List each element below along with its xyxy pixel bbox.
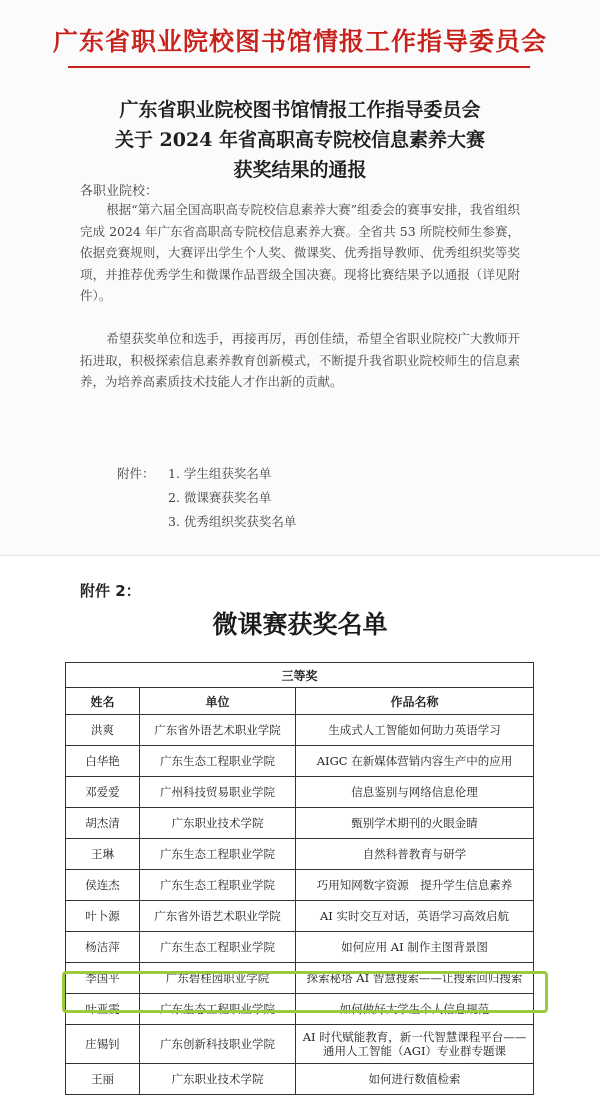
column-header-work: 作品名称: [296, 688, 534, 715]
cell-work: 巧用知网数字资源 提升学生信息素养: [296, 870, 534, 901]
table-row: [66, 808, 534, 839]
table-row: [66, 932, 534, 963]
cell-unit: 广东职业技术学院: [140, 808, 296, 839]
table-row: [66, 870, 534, 901]
cell-name: 叶卜源: [66, 901, 140, 932]
cell-unit: 广东省外语艺术职业学院: [140, 901, 296, 932]
cell-unit: 广东生态工程职业学院: [140, 932, 296, 963]
table-row: [66, 994, 534, 1025]
title-line-1: 广东省职业院校图书馆情报工作指导委员会: [119, 99, 481, 121]
letterhead-divider: [68, 66, 530, 68]
title-line-3: 获奖结果的通报: [233, 159, 367, 181]
cell-work: AIGC 在新媒体营销内容生产中的应用: [296, 746, 534, 777]
prize-level: 三等奖: [66, 663, 534, 688]
cell-work: 信息鉴别与网络信息伦理: [296, 777, 534, 808]
cell-unit: 广东生态工程职业学院: [140, 746, 296, 777]
cell-name: 侯连杰: [66, 870, 140, 901]
award-table: [65, 662, 534, 1095]
cell-unit: 广东生态工程职业学院: [140, 870, 296, 901]
cell-name: 洪爽: [66, 715, 140, 746]
cell-unit: 广州科技贸易职业学院: [140, 777, 296, 808]
cell-name: 李国平: [66, 963, 140, 994]
cell-unit: 广东职业技术学院: [140, 1064, 296, 1095]
list-title: 微课赛获奖名单: [212, 610, 388, 639]
table-row: [66, 963, 534, 994]
table-row: [66, 746, 534, 777]
cell-name: 叶亚雯: [66, 994, 140, 1025]
cell-name: 王琳: [66, 839, 140, 870]
attachment-item: 2. 微课赛获奖名单: [168, 490, 272, 505]
page-separator: [0, 555, 600, 578]
cell-unit: 广东生态工程职业学院: [140, 839, 296, 870]
cell-unit: 广东生态工程职业学院: [140, 994, 296, 1025]
table-row: [66, 839, 534, 870]
cell-work: 如何进行数值检索: [296, 1064, 534, 1095]
cell-name: 王丽: [66, 1064, 140, 1095]
attachment-item: 1. 学生组获奖名单: [168, 466, 272, 481]
attachment-2-label: 附件 2：: [80, 582, 141, 600]
attachments-label: 附件：: [117, 466, 155, 481]
cell-work: 如何做好大学生个人信息规范: [296, 994, 534, 1025]
table-row: [66, 777, 534, 808]
column-header-unit: 单位: [140, 688, 296, 715]
cell-unit: 广东创新科技职业学院: [140, 1025, 296, 1064]
cell-work: 如何应用 AI 制作主图背景图: [296, 932, 534, 963]
cell-unit: 广东省外语艺术职业学院: [140, 715, 296, 746]
document-title: [0, 95, 600, 185]
salutation: 各职业院校：: [80, 184, 159, 199]
cell-unit: 广东碧桂园职业学院: [140, 963, 296, 994]
cell-name: 庄锡钊: [66, 1025, 140, 1064]
cell-name: 邓爱爱: [66, 777, 140, 808]
cell-work: 生成式人工智能如何助力英语学习: [296, 715, 534, 746]
title-line-2: 关于 2024 年省高职高专院校信息素养大赛: [114, 129, 486, 151]
table-row: [66, 1064, 534, 1095]
cell-work: 甄别学术期刊的火眼金睛: [296, 808, 534, 839]
paragraph-2: 希望获奖单位和选手，再接再厉，再创佳绩，希望全省职业院校广大教师开拓进取，积极探索信息素养教育创新模式，不断提升我省职业院校师生的信息素养，为培养高素质技术技能人才作出新的贡献。: [80, 331, 520, 389]
attachment-item: 3. 优秀组织奖获奖名单: [168, 514, 297, 529]
table-row-highlighted: [66, 1025, 534, 1064]
cell-work: AI 时代赋能教育，新一代智慧课程平台——通用人工智能（AGI）专业群专题课: [296, 1025, 534, 1064]
column-header-name: 姓名: [66, 688, 140, 715]
letterhead: 广东省职业院校图书馆情报工作指导委员会: [52, 27, 547, 56]
cell-work: 探索秘塔 AI 智慧搜索——让搜索回归搜索: [296, 963, 534, 994]
cell-work: 自然科普教育与研学: [296, 839, 534, 870]
cell-work: AI 实时交互对话，英语学习高效启航: [296, 901, 534, 932]
cell-name: 白华艳: [66, 746, 140, 777]
table-row: [66, 715, 534, 746]
cell-name: 胡杰清: [66, 808, 140, 839]
cell-name: 杨洁萍: [66, 932, 140, 963]
table-row: [66, 901, 534, 932]
paragraph-1: 根据“第六届全国高职高专院校信息素养大赛”组委会的赛事安排，我省组织完成 2024 年广东省高职高专院校信息素养大赛。全省共 53 所院校师生参赛，依据竞赛规则，大赛评出学生个人奖、微课奖、优秀指导教师、优秀组织奖等奖项，并推荐优秀学生和微课作品晋级全国决赛。现将比赛结果予以通报（详见附件）。: [80, 202, 520, 303]
